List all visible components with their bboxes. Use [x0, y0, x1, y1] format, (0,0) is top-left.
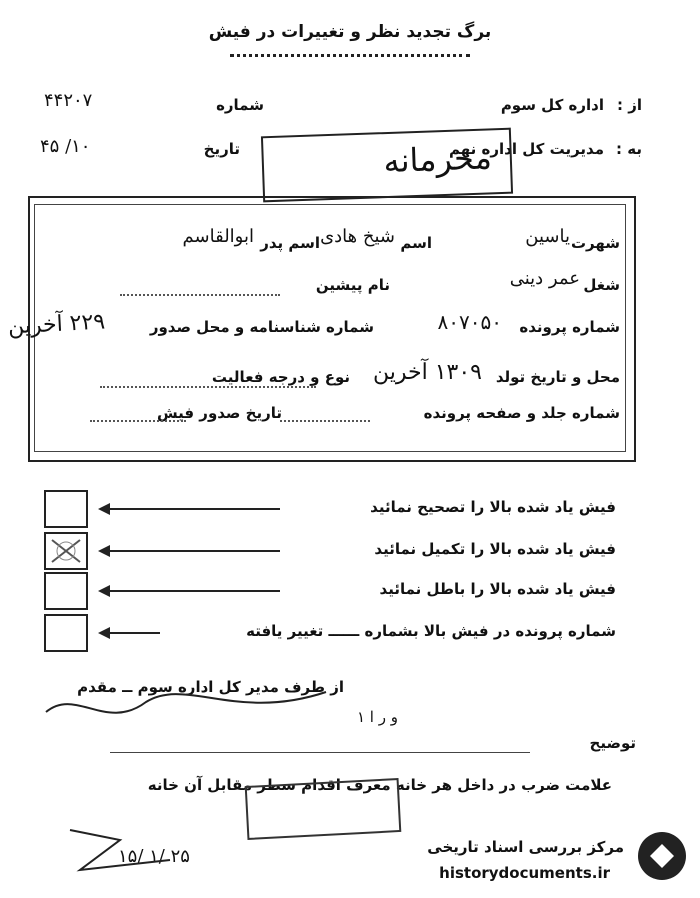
scribble-icon: [60, 820, 180, 880]
number-label: شماره: [216, 96, 264, 114]
to-value: مدیریت کل اداره نهم: [449, 140, 604, 158]
correct-checkbox[interactable]: [44, 490, 88, 528]
issue-date-label: تاریخ صدور فیش: [156, 404, 282, 422]
file-number-label: شماره پرونده: [519, 318, 620, 336]
to-label: به :: [616, 140, 642, 158]
id-value: ۲۲۹ آخرین: [7, 309, 106, 340]
stamp-text: محرمانه: [382, 138, 493, 181]
file-number-changed-checkbox[interactable]: [44, 614, 88, 652]
watermark-url: historydocuments.ir: [439, 864, 610, 882]
activity-label: نوع و درجه فعالیت: [211, 368, 350, 386]
signature-note: و ر ا ۱: [356, 708, 398, 726]
surname-value: یاسین: [525, 226, 570, 247]
date-label: تاریخ: [203, 140, 240, 158]
first-name-value: شیخ هادی: [320, 226, 395, 247]
first-name-label: اسم: [400, 234, 432, 252]
explanation-label: توضیح: [589, 734, 636, 752]
birth-label: محل و تاریخ تولد: [495, 368, 620, 386]
from-label: از :: [617, 96, 642, 114]
signature-by-label: از طرف مدیر کل اداره سوم ــ مقدم: [77, 678, 344, 696]
previous-name-label: نام پیشین: [315, 276, 390, 294]
number-value: ۴۴۲۰۷: [44, 90, 93, 111]
footer-note: علامت ضرب در داخل هر خانه معرف اقدام سطر مقابل آن خانه: [147, 776, 612, 794]
confidential-stamp: [261, 128, 513, 203]
father-name-label: اسم پدر: [260, 234, 320, 252]
volume-line: [280, 420, 370, 422]
job-value: عمر دینی: [509, 268, 580, 289]
explanation-line: [110, 752, 530, 753]
void-option-label: فیش یاد شده بالا را باطل نمائید: [379, 580, 616, 598]
job-label: شغل: [583, 276, 620, 294]
footer-stamp: [245, 778, 402, 840]
issue-date-line: [90, 420, 186, 422]
complete-option-label: فیش یاد شده بالا را تکمیل نمائید: [374, 540, 616, 558]
complete-checkbox[interactable]: [44, 532, 88, 570]
father-name-value: ابوالقاسم: [182, 226, 254, 247]
volume-label: شماره جلد و صفحه پرونده: [423, 404, 620, 422]
arrow: [100, 632, 160, 634]
id-label: شماره شناسنامه و محل صدور: [149, 318, 374, 336]
arrow: [100, 550, 280, 552]
check-mark-icon: [46, 534, 86, 568]
file-number-changed-label: شماره پرونده در فیش بالا بشماره ــــــ تغییر یافته: [246, 622, 616, 640]
surname-label: شهرت: [570, 234, 620, 252]
watermark-logo-icon: [634, 828, 690, 884]
birth-value: ۱۳۰۹ آخرین: [373, 360, 482, 385]
watermark-title: مرکز بررسی اسناد تاریخی: [427, 838, 624, 856]
void-checkbox[interactable]: [44, 572, 88, 610]
date-value: ۱۰/ ۴۵: [40, 136, 91, 157]
arrow: [100, 590, 280, 592]
signature-icon: [36, 682, 336, 742]
arrow: [100, 508, 280, 510]
file-number-value: ۸۰۷۰۵۰: [437, 310, 502, 334]
previous-name-line: [120, 294, 280, 296]
correct-option-label: فیش یاد شده بالا را تصحیح نمائید: [370, 498, 616, 516]
activity-line: [100, 386, 316, 388]
footer-date: ۱۵/ ۱/ ۲۵: [118, 846, 190, 867]
page-title: برگ تجدید نظر و تغییرات در فیش: [208, 22, 492, 42]
from-value: اداره کل سوم: [500, 96, 604, 114]
title-underline: [230, 54, 470, 57]
